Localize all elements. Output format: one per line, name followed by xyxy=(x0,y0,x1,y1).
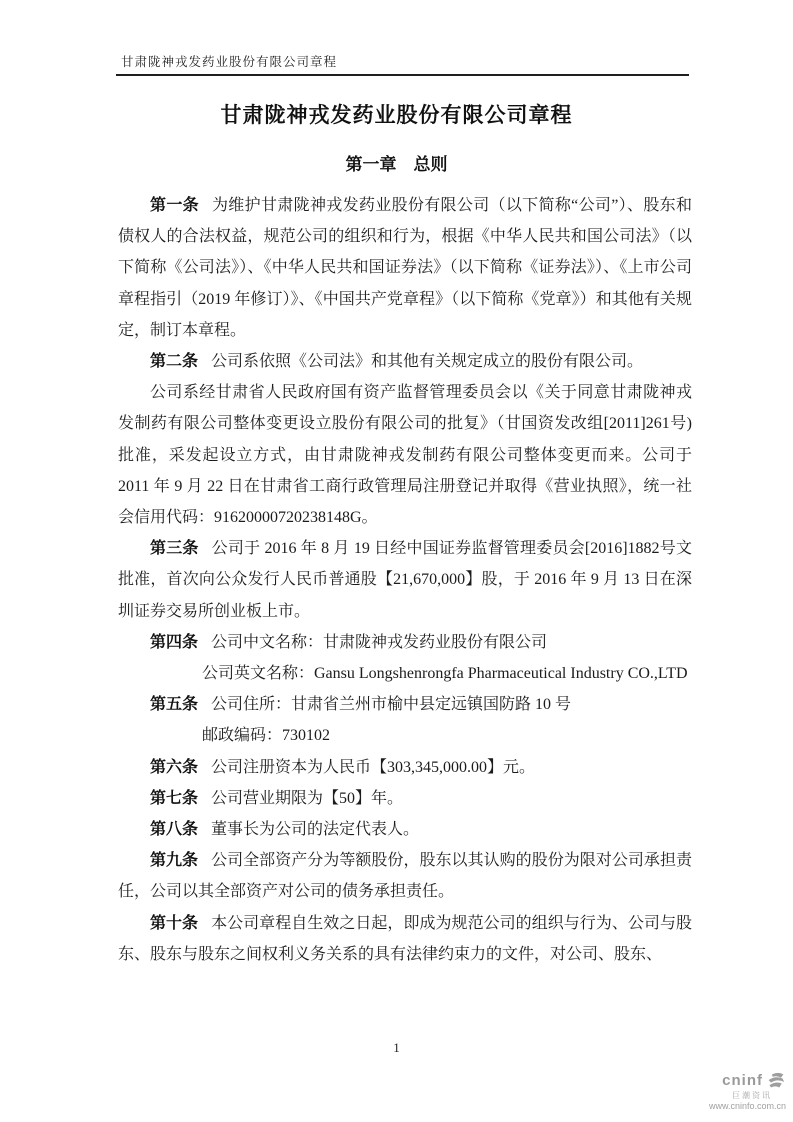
article-2 xyxy=(118,346,692,377)
article-6 xyxy=(118,752,692,783)
article-2-label: 第二条 xyxy=(150,353,199,371)
article-6-label: 第六条 xyxy=(150,758,199,776)
article-7-label: 第七条 xyxy=(150,789,199,807)
cninfo-chinese-name: 巨潮资讯 xyxy=(732,1091,772,1100)
chapter-heading: 第一章 总则 xyxy=(345,155,448,174)
article-4b-text: 公司英文名称：Gansu Longshenrongfa Pharmaceutical Industry CO.,LTD xyxy=(202,665,688,683)
article-2b-text: 公司系经甘肃省人民政府国有资产监督管理委员会以《关于同意甘肃陇神戎发制药有限公司整体变更设立股份有限公司的批复》（甘国资发改组[2011]261号)批准，采发起设立方式，由甘肃陇神戎发制药有限公司整体变更而来。公司于 2011 年 9 月 22 日在甘肃省工商行政管理局注册登记并取得《营业执照》，统一社会信用代码：91620000720238148G。 xyxy=(118,384,692,527)
cninfo-brand-text: cninf xyxy=(722,1072,763,1090)
article-5-label: 第五条 xyxy=(150,696,199,714)
article-3 xyxy=(118,533,692,627)
page-number: 1 xyxy=(393,1040,400,1055)
cninfo-swirl-icon xyxy=(766,1072,786,1090)
article-1-text: 为维护甘肃陇神戎发药业股份有限公司（以下简称“公司”）、股东和债权人的合法权益，规范公司的组织和行为，根据《中华人民共和国公司法》（以下简称《公司法》）、《中华人民共和国证券法》（以下简称《证券法》）、《上市公司章程指引（2019 年修订）》、《中国共产党章程》（以下简称《党章》）和其他有关规定，制订本章程。 xyxy=(118,197,692,339)
article-4-text: 公司中文名称：甘肃陇神戎发药业股份有限公司 xyxy=(211,633,548,651)
article-1-label: 第一条 xyxy=(150,197,199,214)
article-4-label: 第四条 xyxy=(150,633,199,651)
article-8 xyxy=(118,814,692,845)
cninfo-url: www.cninfo.com.cn xyxy=(708,1101,786,1112)
article-7-text: 公司营业期限为【50】年。 xyxy=(211,789,404,807)
article-9 xyxy=(118,845,692,907)
article-10 xyxy=(118,908,692,970)
article-3-text: 公司于 2016 年 8 月 19 日经中国证券监督管理委员会[2016]1882号文批准，首次向公众发行人民币普通股【21,670,000】股，于 2016 年 9 月 13 日在深圳证券交易所创业板上市。 xyxy=(118,540,692,620)
article-9-text: 公司全部资产分为等额股份，股东以其认购的股份为限对公司承担责任，公司以其全部资产对公司的债务承担责任。 xyxy=(118,852,692,901)
article-6-text: 公司注册资本为人民币【303,345,000.00】元。 xyxy=(211,758,536,776)
article-5-text: 公司住所：甘肃省兰州市榆中县定远镇国防路 10 号 xyxy=(211,696,572,714)
article-2-text: 公司系依照《公司法》和其他有关规定成立的股份有限公司。 xyxy=(211,353,644,371)
cninfo-logo xyxy=(709,1072,786,1112)
article-5 xyxy=(118,689,692,720)
document-body xyxy=(118,190,692,970)
article-4-english-name xyxy=(118,658,692,689)
document-title: 甘肃陇神戎发药业股份有限公司章程 xyxy=(220,104,573,127)
article-5-postcode xyxy=(118,720,692,751)
article-8-label: 第八条 xyxy=(150,821,199,839)
article-2-continuation xyxy=(118,377,692,533)
article-1 xyxy=(118,190,692,346)
article-4 xyxy=(118,627,692,658)
article-10-label: 第十条 xyxy=(150,914,199,932)
running-header: 甘肃陇神戎发药业股份有限公司章程 xyxy=(121,55,338,69)
header-rule xyxy=(116,74,689,76)
article-9-label: 第九条 xyxy=(150,852,199,870)
article-3-label: 第三条 xyxy=(150,540,199,558)
article-10-text: 本公司章程自生效之日起，即成为规范公司的组织与行为、公司与股东、股东与股东之间权利义务关系的具有法律约束力的文件，对公司、股东、 xyxy=(118,914,692,963)
article-5b-text: 邮政编码：730102 xyxy=(202,727,331,745)
article-8-text: 董事长为公司的法定代表人。 xyxy=(211,821,420,839)
article-7 xyxy=(118,783,692,814)
